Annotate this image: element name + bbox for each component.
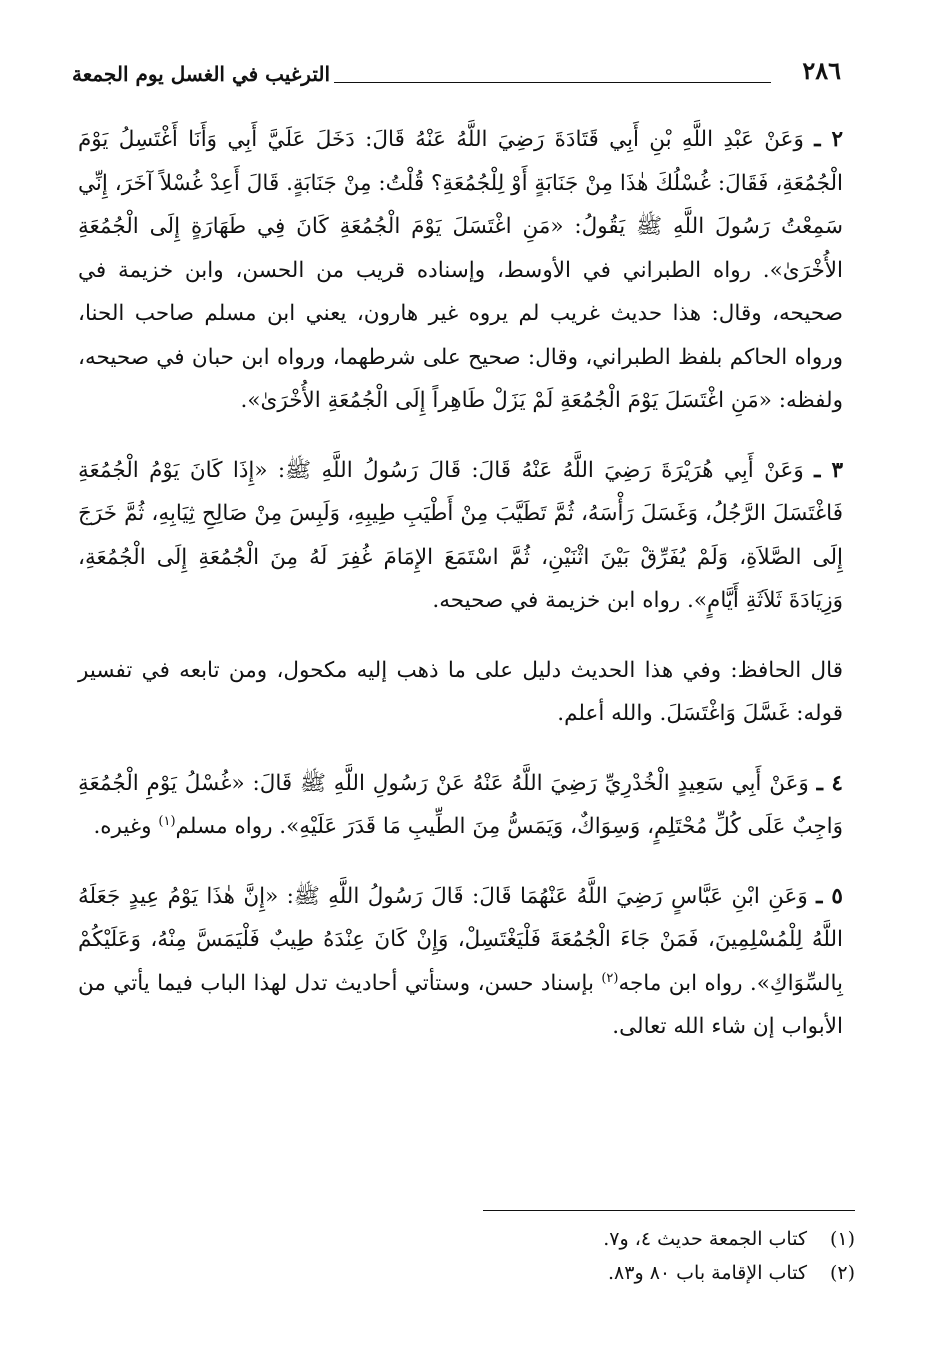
hadith-paragraph [78,875,843,1049]
header-rule [334,82,771,83]
hadith-number: ٣ ـ [814,457,843,483]
hadith-tail: وغيره. [93,814,159,839]
hadith-text: وَعَنْ أَبِي هُرَيْرَةَ رَضِيَ اللَّهُ عَنْهُ قَالَ: قَالَ رَسُولُ اللَّهِ ﷺ: «إِذَا كَانَ يَوْمُ الْجُمُعَةِ فَاغْتَسَلَ الرَّجُلُ، وَغَسَلَ رَأْسَهُ، ثُمَّ تَطَيَّبَ مِنْ أَطْيَبِ طِيبِهِ، وَلَبِسَ مِنْ صَالِحِ ثِيَابِهِ، ثُمَّ خَرَجَ إِلَى الصَّلاَةِ، وَلَمْ يُفَرِّقْ بَيْنَ اثْنَيْنِ، ثُمَّ اسْتَمَعَ الإِمَامَ غُفِرَ لَهُ مِنَ الْجُمُعَةِ إِلَى الْجُمُعَةِ، وَزِيَادَةَ ثَلاَثَةِ أَيَّامٍ». رواه ابن خزيمة في صحيحه. [78,457,843,613]
hafiz-note: قال الحافظ: وفي هذا الحديث دليل على ما ذهب إليه مكحول، ومن تابعه في تفسير قوله: غَسَّلَ وَاغْتَسَلَ. والله أعلم. [78,657,843,726]
footnote-number: (١) [829,1228,855,1250]
footnote-number: (٢) [829,1262,855,1284]
footnotes [78,1222,855,1290]
hadith-paragraph [78,449,843,623]
hadith-paragraph [78,118,843,423]
hadith-text: وَعَنِ ابْنِ عَبَّاسٍ رَضِيَ اللَّهُ عَنْهُمَا قَالَ: قَالَ رَسُولُ اللَّهِ ﷺ: «إِنَّ هٰذَا يَوْمُ عِيدٍ جَعَلَهُ اللَّهُ لِلْمُسْلِمِينَ، فَمَنْ جَاءَ الْجُمُعَةَ فَلْيَغْتَسِلْ، وَإِنْ كَانَ عِنْدَهُ طِيبٌ فَلْيَمَسَّ مِنْهُ، وَعَلَيْكُمْ بِالسِّوَاكِ». رواه ابن ماجه [78,883,843,996]
hadith-number: ٢ ـ [814,127,844,152]
footnote-text: كتاب الإقامة باب ٨٠ و٨٣. [608,1262,807,1284]
main-text [78,118,843,1075]
running-title: الترغيب في الغسل يوم الجمعة [72,62,330,86]
running-header [72,56,841,96]
hadith-number: ٤ ـ [816,770,843,796]
hadith-number: ٥ ـ [816,883,843,909]
footnote-item [78,1256,855,1290]
footnote-text: كتاب الجمعة حديث ٤، و٧. [603,1228,807,1250]
page-number: ٢٨٦ [802,56,841,85]
footnote-item [78,1222,855,1256]
footnote-ref[interactable]: (٢) [601,970,619,986]
hadith-tail: بإسناد حسن، وستأتي أحاديث تدل لهذا الباب فيما يأتي من الأبواب إن شاء الله تعالى. [78,970,843,1039]
footnote-ref[interactable]: (١) [158,813,176,829]
hadith-paragraph [78,762,843,849]
hadith-text: وَعَنْ عَبْدِ اللَّهِ بْنِ أَبِي قَتَادَةَ رَضِيَ اللَّهُ عَنْهُ قَالَ: دَخَلَ عَلَيَّ أَبِي وَأَنَا أَغْتَسِلُ يَوْمَ الْجُمُعَةِ، فَقَالَ: غُسْلُكَ هٰذَا مِنْ جَنَابَةٍ أَوْ لِلْجُمُعَةِ؟ قُلْتُ: مِنْ جَنَابَةٍ. قَالَ أَعِدْ غُسْلاً آخَرَ، إِنِّي سَمِعْتُ رَسُولَ اللَّهِ ﷺ يَقُولُ: «مَنِ اغْتَسَلَ يَوْمَ الْجُمُعَةِ كَانَ فِي طَهَارَةٍ إِلَى الْجُمُعَةِ الأُخْرَىٰ». رواه الطبراني في الأوسط، وإسناده قريب من الحسن، وابن خزيمة في صحيحه، وقال: هذا حديث غريب لم يروه غير هارون، يعني ابن مسلم صاحب الحنا، ورواه الحاكم بلفظ الطبراني، وقال: صحيح على شرطهما، ورواه ابن حبان في صحيحه، ولفظه: «مَنِ اغْتَسَلَ يَوْمَ الْجُمُعَةِ لَمْ يَزَلْ طَاهِراً إِلَى الْجُمُعَةِ الأُخْرَىٰ». [78,127,843,413]
footnote-rule [483,1210,855,1211]
hadith-text: وَعَنْ أَبِي سَعِيدٍ الْخُدْرِيِّ رَضِيَ اللَّهُ عَنْهُ عَنْ رَسُولِ اللَّهِ ﷺ قَالَ: «غُسْلُ يَوْمِ الْجُمُعَةِ وَاجِبٌ عَلَى كُلِّ مُحْتَلِمٍ، وَسِوَاكٌ، وَيَمَسُّ مِنَ الطِّيبِ مَا قَدَرَ عَلَيْهِ». رواه مسلم [78,770,843,839]
